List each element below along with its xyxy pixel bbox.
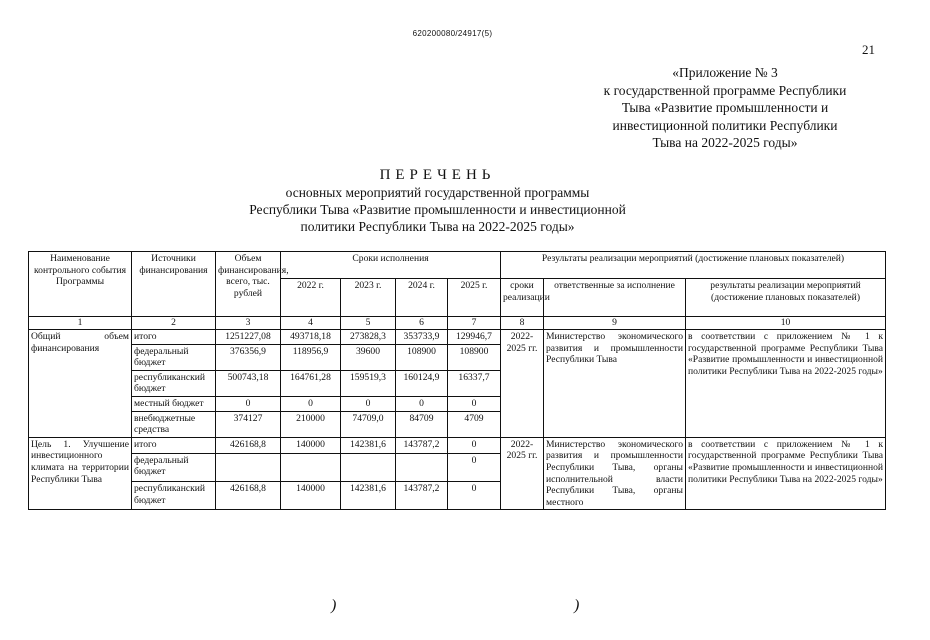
header-period: сроки реализации [501,279,544,317]
margin-mark: ) [331,597,337,614]
source-cell: республиканский бюджет [132,370,216,396]
total-cell [216,453,281,481]
total-cell: 1251227,08 [216,330,281,345]
annex-line: Тыва на 2022-2025 годы» [652,135,798,150]
title-line: Республики Тыва «Развитие промышленности и инвестиционной [249,202,626,217]
period-cell: 2022-2025 гг. [501,437,544,510]
responsible-cell: Министерство экономического развития и промышленности Республики Тыва [544,330,686,438]
year-cell: 0 [448,453,501,481]
event-name-cell: Общий объем финансирования [29,330,132,438]
year-cell: 0 [448,481,501,509]
annex-line: Тыва «Развитие промышленности и [621,100,829,115]
year-cell: 142381,6 [341,437,396,453]
source-cell: местный бюджет [132,396,216,411]
measures-table [28,251,886,510]
year-cell: 142381,6 [341,481,396,509]
annex-header [520,64,930,152]
outcome-cell: в соответствии с приложением № 1 к государственной программе Республики Тыва «Развитие промышленности и инвестиционной политики Республики Тыва на 2022-2025 годы» [686,330,886,438]
total-cell: 376356,9 [216,344,281,370]
year-cell: 118956,9 [281,344,341,370]
column-number: 8 [501,317,544,330]
year-cell [341,453,396,481]
source-cell: внебюджетные средства [132,411,216,437]
annex-line: к государственной программе Республики [603,82,847,98]
year-cell: 353733,9 [396,330,448,345]
header-row [29,252,886,279]
title-heading: ПЕРЕЧЕНЬ [379,167,496,183]
period-cell: 2022-2025 гг. [501,330,544,438]
year-cell: 84709 [396,411,448,437]
source-cell: республиканский бюджет [132,481,216,509]
year-cell: 273828,3 [341,330,396,345]
year-cell: 74709,0 [341,411,396,437]
total-cell: 500743,18 [216,370,281,396]
column-number: 9 [544,317,686,330]
header-responsible: ответственные за исполнение [544,279,686,317]
year-cell: 108900 [396,344,448,370]
year-cell: 143787,2 [396,481,448,509]
header-volume: Объем финансирования, всего, тыс. рублей [216,252,281,317]
responsible-cell: Министерство экономического развития и промышленности Республики Тыва, органы исполнительной власти Республики Тыва, органы местного [544,437,686,510]
year-cell: 493718,18 [281,330,341,345]
year-cell: 0 [396,396,448,411]
year-cell: 0 [341,396,396,411]
year-cell: 143787,2 [396,437,448,453]
total-cell: 374127 [216,411,281,437]
year-cell [396,453,448,481]
column-number: 10 [686,317,886,330]
total-cell: 426168,8 [216,437,281,453]
column-number: 4 [281,317,341,330]
title-line: политики Республики Тыва на 2022-2025 годы» [300,219,575,234]
title-line: основных мероприятий государственной программы [285,185,590,200]
year-cell: 0 [281,396,341,411]
year-cell: 4709 [448,411,501,437]
source-cell: федеральный бюджет [132,453,216,481]
annex-line: «Приложение № 3 [672,65,778,80]
year-cell: 108900 [448,344,501,370]
table-row [29,437,886,453]
table-row [29,330,886,345]
header-source: Источники финансирования [132,252,216,317]
header-year: 2024 г. [396,279,448,317]
year-cell: 159519,3 [341,370,396,396]
year-cell: 140000 [281,481,341,509]
header-results: Результаты реализации мероприятий (достижение плановых показателей) [501,252,886,279]
column-number: 3 [216,317,281,330]
year-cell: 0 [448,396,501,411]
source-cell: итого [132,437,216,453]
margin-mark: ) [574,597,580,614]
header-year: 2023 г. [341,279,396,317]
header-year: 2022 г. [281,279,341,317]
column-number: 1 [29,317,132,330]
event-name-cell: Цель 1. Улучшение инвестиционного климата на территории Республики Тыва [29,437,132,510]
year-cell: 0 [448,437,501,453]
source-cell: итого [132,330,216,345]
total-cell: 0 [216,396,281,411]
outcome-cell: в соответствии с приложением № 1 к государственной программе Республики Тыва «Развитие промышленности и инвестиционной политики Республики Тыва на 2022-2025 годы» [686,437,886,510]
header-year: 2025 г. [448,279,501,317]
year-cell: 164761,28 [281,370,341,396]
header-outcome: результаты реализации мероприятий (достижение плановых показателей) [686,279,886,317]
column-number: 5 [341,317,396,330]
year-cell: 160124,9 [396,370,448,396]
header-terms: Сроки исполнения [281,252,501,279]
column-number: 7 [448,317,501,330]
year-cell: 16337,7 [448,370,501,396]
document-title [0,166,905,235]
source-cell: федеральный бюджет [132,344,216,370]
column-number: 2 [132,317,216,330]
header-name: Наименование контрольного события Программы [29,252,132,317]
total-cell: 426168,8 [216,481,281,509]
column-number-row [29,317,886,330]
column-number: 6 [396,317,448,330]
page-number: 21 [862,42,875,57]
year-cell: 140000 [281,437,341,453]
year-cell: 210000 [281,411,341,437]
year-cell: 129946,7 [448,330,501,345]
document-id: 620200080/24917(5) [412,29,493,38]
year-cell: 39600 [341,344,396,370]
year-cell [281,453,341,481]
annex-line: инвестиционной политики Республики [612,117,838,133]
